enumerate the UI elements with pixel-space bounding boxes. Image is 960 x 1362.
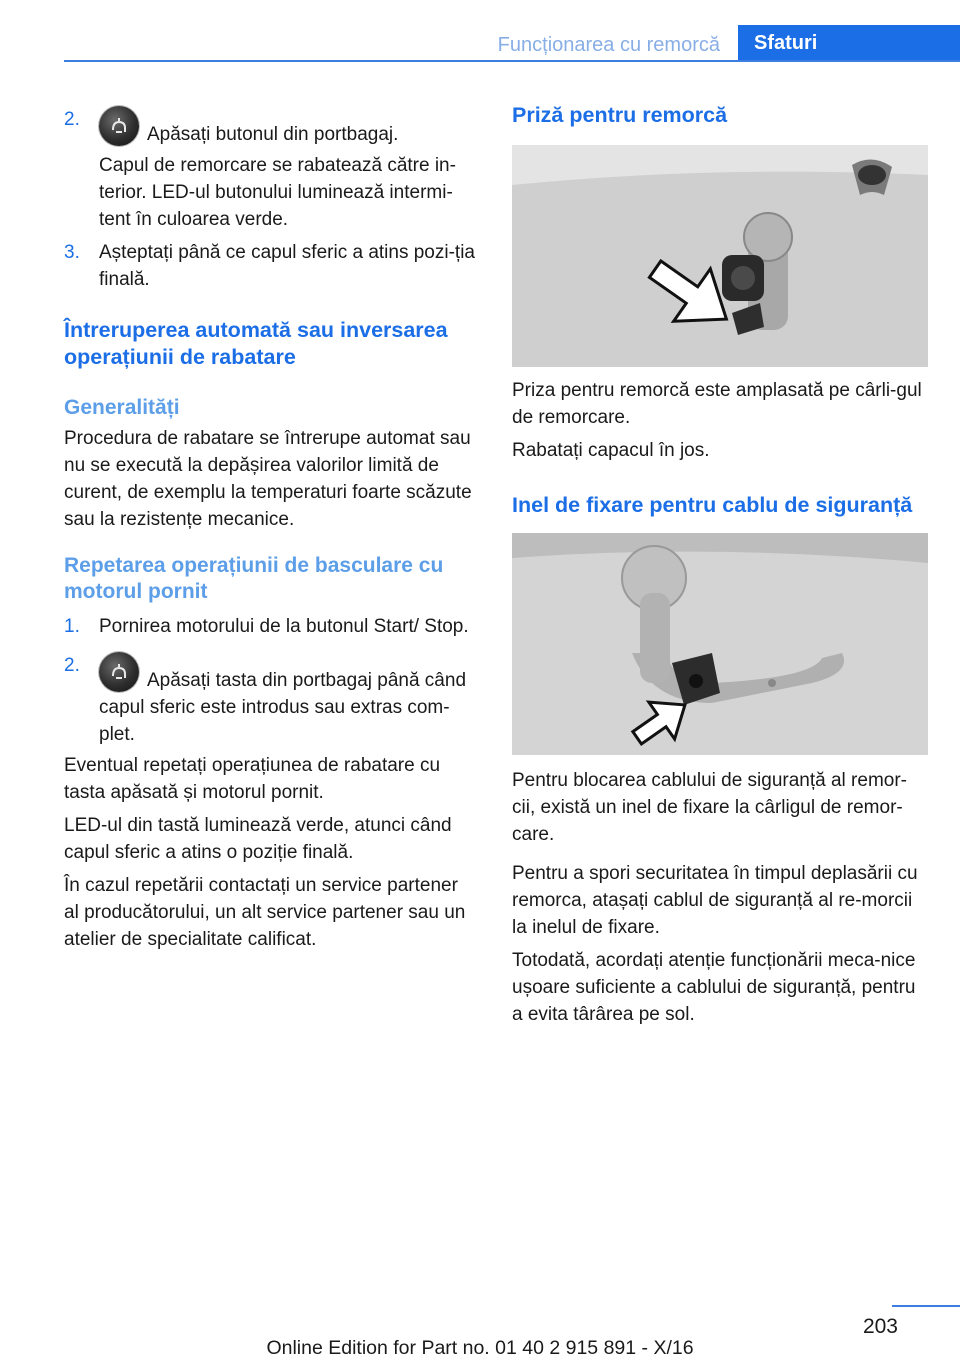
- header-section-title: Funcționarea cu remorcă: [497, 34, 720, 56]
- socket-paragraph-2: Rabatați capacul în jos.: [512, 440, 710, 461]
- header-tab: Sfaturi: [738, 25, 960, 62]
- ring-paragraph-1: Pentru blocarea cablului de siguranță al remor-cii, există un inel de fixare la cârligul de remor-care.: [512, 770, 907, 845]
- edition-line: Online Edition for Part no. 01 40 2 915 891 - X/16: [266, 1337, 694, 1359]
- tow-hitch-button-icon: [99, 106, 139, 146]
- step-3-wait: [64, 239, 476, 293]
- heading-ring: Inel de fixare pentru cablu de siguranță: [512, 493, 913, 517]
- right-column: [512, 100, 928, 1028]
- socket-paragraph-1: Priza pentru remorcă este amplasată pe cârli-gul de remorcare.: [512, 380, 922, 428]
- left-column: [64, 100, 476, 953]
- step-2-press-button: [64, 106, 476, 233]
- ring-paragraph-2: Pentru a spori securitatea în timpul deplasării cu remorca, atașați cablul de siguranță al re-morcii la inelul de fixare.: [512, 863, 918, 938]
- tow-hitch-button-icon: [99, 652, 139, 692]
- heading-interrupt: Întreruperea automată sau inversarea operațiunii de rabatare: [64, 318, 448, 369]
- paragraph-repeat: Eventual repetați operațiunea de rabatare cu tasta apăsată și motorul pornit.: [64, 755, 441, 803]
- subheading-repeat: Repetarea operațiunii de basculare cu motorul pornit: [64, 554, 444, 603]
- heading-socket: Priză pentru remorcă: [512, 103, 728, 127]
- paragraph-led: LED-ul din tastă luminează verde, atunci când capul sferic a atins o poziție finală.: [64, 815, 452, 863]
- step-text: Apăsați tasta din portbagaj până când capul sferic este introdus sau extras com-plet.: [99, 652, 476, 748]
- step-number: 1.: [64, 616, 80, 637]
- step-number: 2.: [64, 655, 80, 676]
- subheading-general: Generalități: [64, 396, 180, 419]
- trailer-socket-photo: [512, 145, 928, 367]
- general-paragraph: Procedura de rabatare se întrerupe automat sau nu se execută la depășirea valorilor limită de curent, de exemplu la temperaturi foarte scăzute sau la rezistențe mecanice.: [64, 428, 472, 530]
- step-number: 2.: [64, 109, 80, 130]
- step-2-press-key: [64, 652, 476, 748]
- step-text: Așteptați până ce capul sferic a atins pozi-ția finală.: [99, 242, 475, 290]
- paragraph-service: În cazul repetării contactați un service partener al producătorului, un alt service partener sau un atelier de specialitate calificat.: [64, 875, 466, 950]
- step-text: Pornirea motorului de la butonul Start/ Stop.: [99, 616, 469, 637]
- step-1-start-engine: [64, 613, 476, 640]
- safety-cable-ring-photo: [512, 533, 928, 755]
- step-text-detail: Capul de remorcare se rabatează către in-terior. LED-ul butonului luminează intermi-tent în culoarea verde.: [99, 155, 456, 230]
- header-rule: [64, 60, 960, 62]
- step-text: Apăsați butonul din portbagaj.: [99, 106, 476, 148]
- step-number: 3.: [64, 242, 80, 263]
- page-number: 203: [862, 1315, 898, 1338]
- ring-paragraph-3: Totodată, acordați atenție funcționării meca-nice ușoare suficiente a cablului de siguranță, pentru a evita târârea pe sol.: [512, 950, 916, 1025]
- footer-rule: [892, 1305, 960, 1307]
